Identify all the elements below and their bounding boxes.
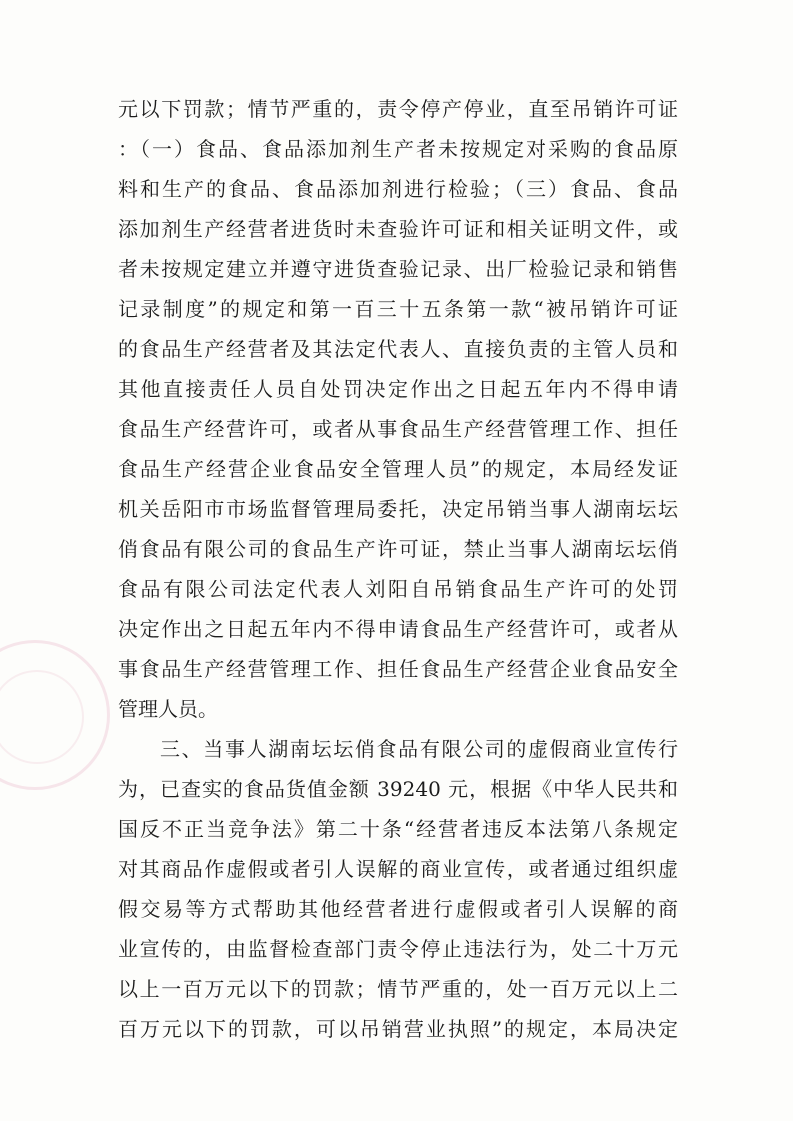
body-line: 食品生产经营许可，或者从事食品生产经营管理工作、担任 bbox=[118, 417, 678, 441]
body-line: 事食品生产经营管理工作、担任食品生产经营企业食品安全 bbox=[118, 657, 678, 681]
body-line: 者未按规定建立并遵守进货查验记录、出厂检验记录和销售 bbox=[118, 257, 678, 281]
paragraph-start-line: 三、当事人湖南坛坛俏食品有限公司的虚假商业宣传行 bbox=[160, 737, 678, 761]
body-line: 以上一百万元以下的罚款；情节严重的，处一百万元以上二 bbox=[118, 977, 678, 1001]
body-line: 假交易等方式帮助其他经营者进行虚假或者引人误解的商 bbox=[118, 897, 678, 921]
body-line: 食品有限公司法定代表人刘阳自吊销食品生产许可的处罚 bbox=[118, 577, 678, 601]
body-line: 俏食品有限公司的食品生产许可证，禁止当事人湖南坛坛俏 bbox=[118, 537, 678, 561]
body-line: 添加剂生产经营者进货时未查验许可证和相关证明文件，或 bbox=[118, 217, 678, 241]
body-line: 料和生产的食品、食品添加剂进行检验；（三）食品、食品 bbox=[118, 177, 678, 201]
body-line: 为，已查实的食品货值金额 39240 元，根据《中华人民共和 bbox=[118, 777, 678, 801]
body-line: 百万元以下的罚款，可以吊销营业执照”的规定，本局决定 bbox=[118, 1017, 678, 1041]
body-line: 管理人员。 bbox=[118, 697, 218, 721]
body-line: 国反不正当竞争法》第二十条“经营者违反本法第八条规定 bbox=[118, 817, 678, 841]
body-line: 对其商品作虚假或者引人误解的商业宣传，或者通过组织虚 bbox=[118, 857, 678, 881]
body-line: 机关岳阳市市场监督管理局委托，决定吊销当事人湖南坛坛 bbox=[118, 497, 678, 521]
body-line: 元以下罚款；情节严重的，责令停产停业，直至吊销许可证 bbox=[118, 97, 678, 121]
body-line: 的食品生产经营者及其法定代表人、直接负责的主管人员和 bbox=[118, 337, 678, 361]
body-line: 其他直接责任人员自处罚决定作出之日起五年内不得申请 bbox=[118, 377, 678, 401]
body-line: ：（一）食品、食品添加剂生产者未按规定对采购的食品原 bbox=[118, 137, 678, 161]
body-line: 决定作出之日起五年内不得申请食品生产经营许可，或者从 bbox=[118, 617, 678, 641]
body-line: 食品生产经营企业食品安全管理人员”的规定，本局经发证 bbox=[118, 457, 678, 481]
body-line: 记录制度”的规定和第一百三十五条第一款“被吊销许可证 bbox=[118, 297, 678, 321]
body-line: 业宣传的，由监督检查部门责令停止违法行为，处二十万元 bbox=[118, 937, 678, 961]
